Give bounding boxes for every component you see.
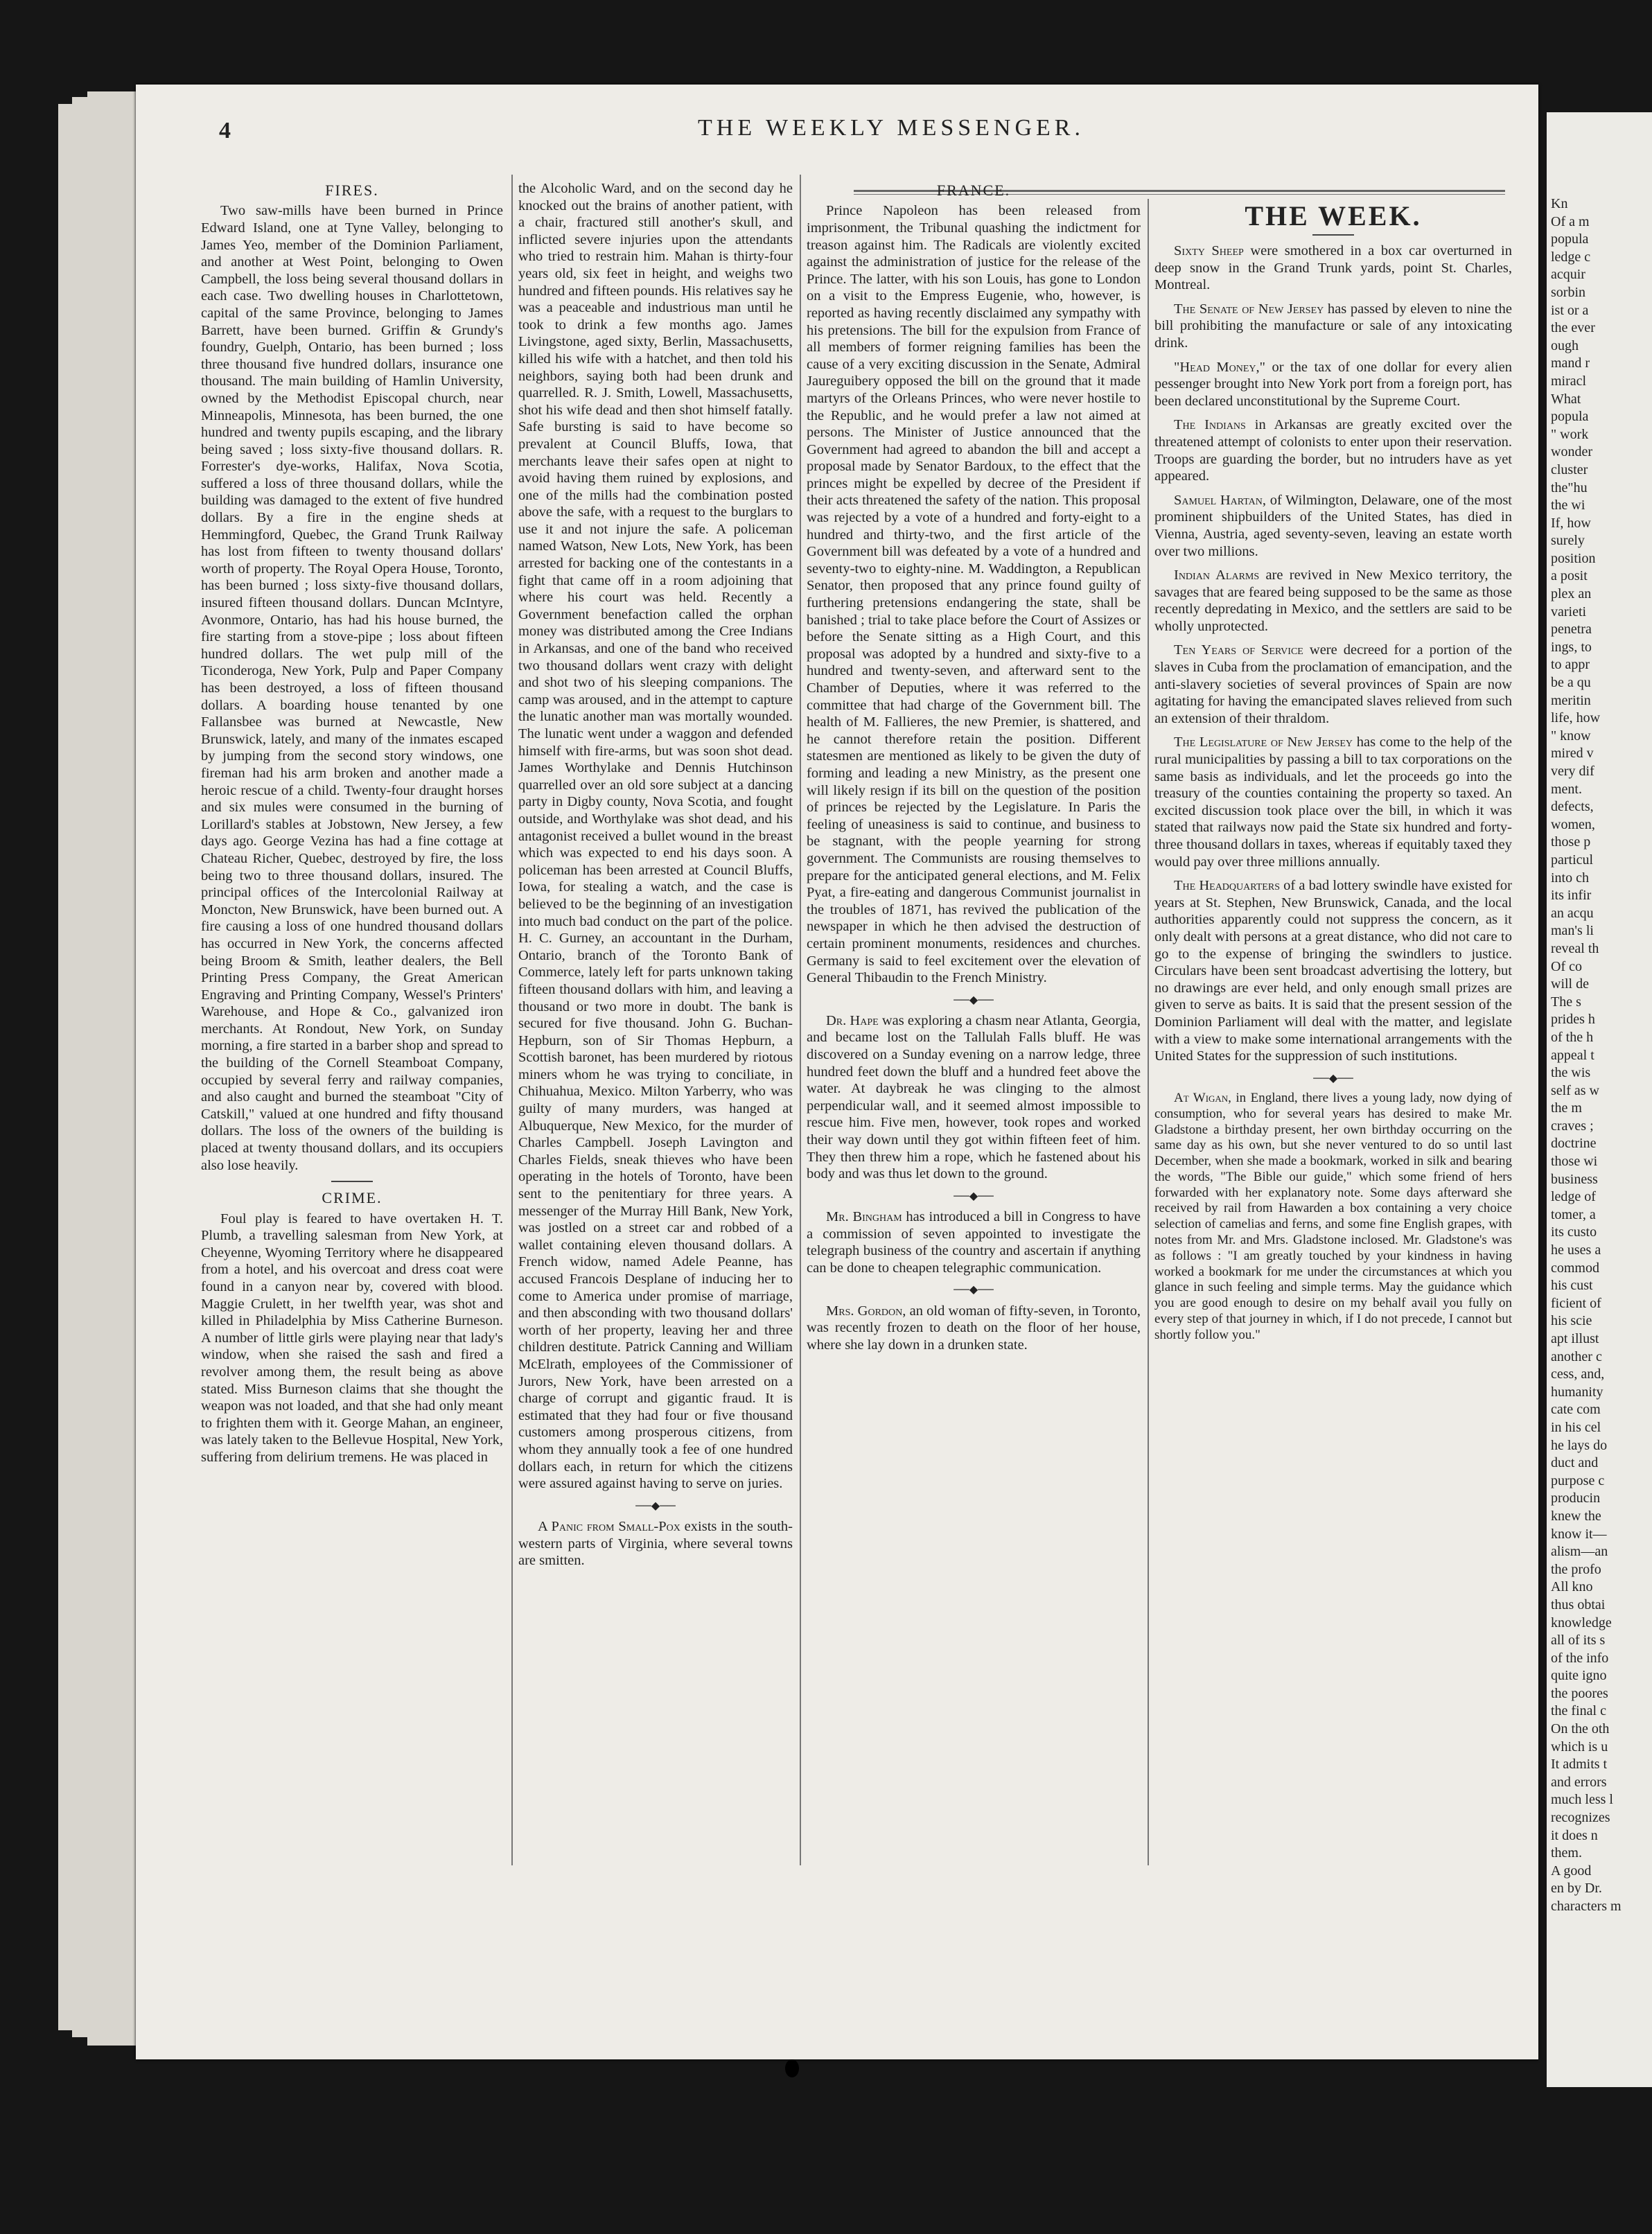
- adjacent-page-line: cluster: [1551, 461, 1588, 477]
- adjacent-page-line: defects,: [1551, 799, 1594, 815]
- adjacent-page-text: [1551, 195, 1652, 1916]
- adjacent-page-line: alism—an: [1551, 1544, 1608, 1560]
- adjacent-page-edge: [1547, 112, 1652, 2087]
- adjacent-page-line: doctrine: [1551, 1136, 1597, 1152]
- page-number: 4: [219, 118, 231, 143]
- adjacent-page-line: A good: [1551, 1863, 1592, 1879]
- indians-lead: The Indians: [1174, 417, 1246, 433]
- crime-article-continued: the Alcoholic Ward, and on the second day he knocked out the brains of another patient, with a chair, fractured still another's skull, and inflicted severe injuries upon the attendants who tried to restrain him. Mahan is thirty-four years old, six feet in height, and weighs two hundred and fifteen pounds. His relatives say he was a peaceable and industrious man until he took to drink a few months ago. James Livingstone, aged sixty, Berlin, Massachusetts, killed his wife with a hatchet, and then told his neighbors, saying both had been drunk and quarrelled. R. J. Smith, Lowell, Massachusetts, shot his wife dead and then shot himself fatally. Safe bursting is said to have become so prevalent at Council Bluffs, Iowa, that merchants leave their safes open at night to avoid having them ruined by explosions, and one of the mills had the combination posted above the safe, with a request to the burglars to use it and not injure the safe. A policeman named Watson, New Lots, New York, has been arrested for backing one of the contestants in a fight that came off in a room adjoining that where his court was held. Recently a Government benefaction called the orphan money was distributed among the Cree Indians in Arkansas, and one of the band who received two thousand dollars went crazy with delight and shot two of his sleeping companions. The camp was aroused, and in the attempt to capture the lunatic another man was mortally wounded. The lunatic went under a waggon and defended himself with fire-arms, but was soon shot dead. James Worthylake and Dennis Hutchinson quarrelled over an old sore subject at a dancing party in Digby county, Nova Scotia, and fought outside, and Worthylake was shot dead, and his antagonist received a bullet wound in the breast which was expected to end his days soon. A policeman has been arrested at Council Bluffs, Iowa, for stealing a watch, and the case is believed to be the beginning of an investigation into much bad conduct on the part of the police. H. C. Gurney, an accountant in the Durham, Ontario, branch of the Toronto Bank of Commerce, lately left for parts unknown taking fifteen thousand dollars with him, and leaving a thousand or two more in doubt. The bank is secured for five thousand. John G. Buchan-Hepburn, son of Sir Thomas Hepburn, a Scottish baronet, has been murdered by riotous miners whom he was trying to conciliate, in Chihuahua, Mexico. Milton Yarberry, who was guilty of many murders, was hanged at Albuquerque, New Mexico, for the murder of Charles Campbell. Joseph Lavington and Charles Fields, sneak thieves who have been operating in the hotels of Toronto, have been sent to the penitentiary for three years. A messenger of the Murray Hill Bank, New York, was jostled on a street car and robbed of a wallet containing eleven thousand dollars. A French widow, named Adele Peanne, has accused Francois Desplane of inducing her to come to America under promise of marriage, and then absconding with two thousand dollars' worth of her property, leaving her and three children destitute. Patrick Canning and William McElrath, employees of the Commissioner of Jurors, New York, have been arrested on a charge of corrupt and gigantic fraud. It is estimated that they had four or five thousand customers among prosperous citizens, from whom they annually took a fee of one hundred dollars each, in return for which the citizens were assured against having to serve on juries.: [518, 181, 793, 1492]
- adjacent-page-line: surely: [1551, 533, 1585, 549]
- adjacent-page-line: recognizes: [1551, 1810, 1610, 1826]
- adjacent-page-line: ficient of: [1551, 1295, 1601, 1311]
- adjacent-page-line: ist or a: [1551, 302, 1589, 318]
- adjacent-page-line: popula: [1551, 409, 1589, 425]
- sheep-item: [1154, 243, 1512, 294]
- column-rule: [511, 175, 513, 1865]
- adjacent-page-line: self as w: [1551, 1082, 1599, 1098]
- wigan-text: in England, there lives a young lady, now dying of consumption, who for several years has desired to make Mr. Gladstone a birthday present, her own birthday occurring on the same day as his own, but she never ventured to do so until last December, when she made a bookmark, worked in silk and bearing the words, "The Bible our guide," which some friend of hers forwarded with her explanatory note. Some days afterward she received by rail from Hawarden a box containing a very choice selection of camelias and ferns, and some fine English grapes, with notes from Mr. and Mrs. Gladstone inclosed. Mr. Gladstone's was as follows : "I am greatly touched by your kindness in having worked a bookmark for me under the circumstances at which you glance in such feeling and simple terms. May the guidance which you are good enough to desire on my behalf avail you fully on every step of that journey in which, if I do not precede, I cannot but shortly follow you.": [1154, 1090, 1512, 1342]
- adjacent-page-line: its custo: [1551, 1224, 1597, 1240]
- adjacent-page-line: producin: [1551, 1490, 1601, 1506]
- adjacent-page-line: the"hu: [1551, 480, 1588, 495]
- indians-text: in Arkansas are greatly excited over the threatened attempt of colonists to enter upon their reservation. Troops are guarding the border, but no intruders have as yet appeared.: [1154, 417, 1512, 484]
- adjacent-page-line: and errors: [1551, 1774, 1607, 1790]
- adjacent-page-line: know it—: [1551, 1526, 1607, 1542]
- adjacent-page-line: popula: [1551, 231, 1589, 247]
- section-heading-fires: FIRES.: [325, 182, 379, 199]
- senate-item: [1154, 301, 1512, 352]
- section-divider: [1312, 234, 1354, 236]
- adjacent-page-line: his scie: [1551, 1313, 1592, 1329]
- adjacent-page-line: them.: [1551, 1845, 1582, 1861]
- adjacent-page-line: The s: [1551, 994, 1581, 1010]
- service-text: were decreed for a portion of the slaves in Cuba from the proclamation of emancipation, and the anti-slavery societies of several provinces of Spain are now agitating for having the emancipated slaves relieved from such an extension of their thraldom.: [1154, 642, 1512, 726]
- head-money-lead: "Head Money,": [1174, 359, 1265, 375]
- senate-lead: The Senate of New Jersey: [1174, 301, 1324, 317]
- lottery-item: [1154, 877, 1512, 1065]
- smallpox-text: exists in the south-western parts of Virginia, where several towns are smitten.: [518, 1518, 793, 1569]
- lottery-lead: The Headquarters: [1174, 878, 1280, 894]
- smallpox-lead: A Panic from Small-Pox: [538, 1518, 680, 1534]
- adjacent-page-line: purpose c: [1551, 1472, 1605, 1488]
- adjacent-page-line: On the oth: [1551, 1721, 1610, 1737]
- sheep-text: were smothered in a box car overturned in deep snow in the Grand Trunk yards, point St. Charles, Montreal.: [1154, 243, 1512, 293]
- adjacent-page-line: reveal th: [1551, 940, 1599, 956]
- adjacent-page-line: particul: [1551, 852, 1594, 868]
- adjacent-page-line: " know: [1551, 728, 1591, 744]
- adjacent-page-line: an acqu: [1551, 905, 1594, 921]
- column-2: [518, 180, 793, 1576]
- adjacent-page-line: ough: [1551, 337, 1579, 353]
- adjacent-page-line: duct and: [1551, 1455, 1599, 1471]
- adjacent-page-line: knowledge: [1551, 1615, 1612, 1630]
- gordon-lead: Mrs. Gordon,: [826, 1303, 906, 1319]
- adjacent-page-line: meritin: [1551, 692, 1591, 708]
- gordon-text: an old woman of fifty-seven, in Toronto, was recently frozen to death on the floor of her house, where she lay down in a drunken state.: [807, 1303, 1141, 1353]
- ornament-divider: ──◆──: [954, 1190, 994, 1202]
- indian-alarms-item: [1154, 567, 1512, 635]
- bingham-item: [807, 1208, 1141, 1276]
- masthead: THE WEEKLY MESSENGER.: [698, 115, 1084, 141]
- adjacent-page-line: it does n: [1551, 1827, 1598, 1843]
- legislature-text: has come to the help of the rural municipalities by passing a bill to tax corporations on the same basis as individuals, and let the proceeds go into the treasury of the counties containing the property so taxed. An excited discussion took place over the bill, in which it was stated that railways now paid the State six hundred and forty-three thousand dollars in taxes, whereas if equitably taxed they would pay over three millions annually.: [1154, 735, 1512, 870]
- adjacent-page-line: craves ;: [1551, 1118, 1594, 1134]
- adjacent-page-line: life, how: [1551, 710, 1601, 726]
- adjacent-page-line: the profo: [1551, 1561, 1601, 1577]
- adjacent-page-line: women,: [1551, 816, 1595, 832]
- adjacent-page-line: be a qu: [1551, 675, 1591, 691]
- indians-item: [1154, 416, 1512, 484]
- fires-article: Two saw-mills have been burned in Prince Edward Island, one at Tyne Valley, belonging to James Yeo, member of the Dominion Parliament, and another at West Point, belonging to Owen Campbell, the loss being several thousand dollars in each case. Two dwelling houses in Charlottetown, capital of the same Province, belonging to James Barrett, have been burned. Griffin & Grundy's foundry, Guelph, Ontario, has been burned ; loss three thousand five hundred dollars, insurance one thousand. The main building of Hamlin University, owned by the Methodist Episcopal church, near Minneapolis, Minnesota, has been burned, the one hundred and twenty pupils escaping, and the library being saved ; loss sixty-five thousand dollars. R. Forrester's dye-works, Halifax, Nova Scotia, suffered a loss of three thousand dollars, while the building was damaged to the extent of five hundred dollars. By a fire in the engine sheds at Hemmingford, Quebec, the Grand Trunk Railway has lost from fifteen to twenty thousand dollars' worth of property. The Royal Opera House, Toronto, has been burned ; loss sixty-five thousand dollars, insured fifteen thousand dollars. Duncan McIntyre, Avonmore, Ontario, has had his house burned, the fire starting from a stove-pipe ; loss about fifteen hundred dollars. The wet pulp mill of the Ticonderoga, New York, Pulp and Paper Company has been destroyed, a loss of fifteen thousand dollars. A boarding house tenanted by one Fallansbee was burned at Newcastle, New Brunswick, lately, and many of the inmates escaped by jumping from the second story windows, one fireman had his arm broken and another made a heroic rescue of a child. Twenty-four draught horses and six mules were consumed in the burning of Lorillard's stables at Jobstown, New Jersey, a few days ago. George Vezina has had a fine cottage at Chateau Richer, Quebec, destroyed by fire, the loss being two to three thousand dollars, insured. The principal offices of the Intercolonial Railway at Moncton, New Brunswick, have been burned out. A fire causing a loss of one hundred thousand dollars has occurred in New York, the concerns affected being Broom & Smith, leather dealers, the Bell Printing Press Company, the Great American Engraving and Printing Company, Wessel's Printers' Warehouse, and Hope & Co., galvanized iron merchants. At Rondout, New York, on Sunday morning, a fire started in a barber shop and spread to the building of the Cornell Steamboat Company, occupied by several ferry and railway companies, and also caught and burned the steamboat "City of Catskill," valued at one hundred and fifty thousand dollars. The loss of the owners of the building is placed at twenty thousand dollars, and its occupiers also lose heavily.: [201, 203, 503, 1173]
- smallpox-item: [518, 1518, 793, 1569]
- hartan-lead: Samuel Hartan,: [1174, 492, 1267, 508]
- adjacent-page-line: the wis: [1551, 1065, 1591, 1081]
- adjacent-page-line: position: [1551, 550, 1596, 566]
- adjacent-page-line: ings, to: [1551, 639, 1592, 655]
- france-article: Prince Napoleon has been released from imprisonment, the Tribunal quashing the indictment for treason against him. The Radicals are violently excited against the administration of justice for the release of the Prince. The latter, with his son Louis, has gone to London on a visit to the Empress Eugenie, who, however, is reported as having recently disclaimed any sympathy with his pretensions. The bill for the expulsion from France of all members of former reigning families has been the cause of a very exciting discussion in the Senate, Admiral Jaureguibery opposed the bill on the ground that it made martyrs of the Orleans Princes, who were never hostile to the Republic, and he would prefer a law not aimed at persons. The Minister of Justice announced that the Government had agreed to abandon the bill and accept a proposal made by Senator Bardoux, to the effect that the princes might be expelled by decree of the President if their acts threatened the safety of the nation. This proposal was rejected by a vote of a hundred and forty-eight to a hundred and thirty-two, and the first article of the Government bill was defeated by a vote of a hundred and seventy-two to eighty-nine. M. Waddington, a Republican Senator, then proposed that any prince found guilty of furthering pretensions endangering the state, shall be banished ; trial to take place before the Court of Assizes or before the Senate sitting as a High Court, and this proposal was adopted by a hundred and sixty-five to a hundred and twenty-seven, and afterward sent to the Chamber of Deputies, where it was referred to the committee that had charge of the Government bill. The health of M. Fallieres, the new Premier, is shattered, and he cannot therefore retain the position. Different statesmen are mentioned as likely to be given the duty of forming and leading a new Ministry, as the present one will likely resign if its bill on the question of the position of princes be rejected by the Legislature. In Paris the feeling of uneasiness is said to continue, and business to be stagnant, with the people yearning for strong government. The Communists are rousing themselves to prepare for the anticipated general elections, and M. Felix Pyat, a fire-eating and dangerous Communist journalist in the troubles of 1871, has revived the publication of the newspaper in which he then advised the destruction of certain prominent monuments, residences and churches. Germany is said to feel excitement over the elevation of General Thibaudin to the French Ministry.: [807, 203, 1141, 986]
- bingham-text: has introduced a bill in Congress to have a commission of seven appointed to investigate the telegraph business of the country and ascertain if anything can be done to cheapen telegraphic communication.: [807, 1209, 1141, 1276]
- senate-text: has passed by eleven to nine the bill prohibiting the manufacture or sale of any intoxicating drink.: [1154, 301, 1512, 351]
- newspaper-page: [136, 85, 1538, 2059]
- lottery-text: of a bad lottery swindle have existed for years at St. Stephen, New Brunswick, Canada, and the local authorities apparently could not suppress the concern, as it only dealt with persons at a great distance, who did not care to go to the expense of bringing the swindlers to justice. Circulars have been sent broadcast advertising the lottery, but no drawings are ever held, and only enough small prizes are given to serve as baits. It is said that the present session of the Dominion Parliament will deal with the matter, and legislate with a view to make some international arrangements with the United States for the suppression of such institutions.: [1154, 878, 1512, 1064]
- section-heading-the-week: THE WEEK.: [1245, 200, 1422, 231]
- adjacent-page-line: acquir: [1551, 267, 1585, 283]
- adjacent-page-line: Kn: [1551, 196, 1568, 211]
- column-1: [201, 180, 503, 1473]
- adjacent-page-line: of the info: [1551, 1650, 1609, 1666]
- adjacent-page-line: its infir: [1551, 888, 1592, 904]
- wigan-item: [1154, 1091, 1512, 1344]
- adjacent-page-line: his cust: [1551, 1278, 1593, 1294]
- sheep-lead: Sixty Sheep: [1174, 243, 1244, 258]
- adjacent-page-line: ledge c: [1551, 249, 1591, 265]
- adjacent-page-line: a posit: [1551, 568, 1588, 584]
- hartan-text: of Wilmington, Delaware, one of the most prominent shipbuilders of the United States, has died in Vienna, Austria, aged seventy-seven, leaving an estate worth over two millions.: [1154, 492, 1512, 559]
- adjacent-page-line: quite igno: [1551, 1668, 1607, 1684]
- wigan-lead: At Wigan,: [1174, 1090, 1231, 1105]
- column-4: [1154, 195, 1512, 1351]
- crime-article: Foul play is feared to have overtaken H. T. Plumb, a travelling salesman from New York, at Cheyenne, Wyoming Territory where he disappeared from a hotel, and his overcoat and dress coat were found in a canyon near by, covered with blood. Maggie Crulett, in her twelfth year, was shot and killed in Philadelphia by Miss Catherine Burneson. A number of little girls were playing near that lady's window, when she raised the sash and fired a revolver among them, the result being as above stated. Miss Burneson claims that she thought the weapon was not loaded, and that she had only meant to frighten them with it. George Mahan, an engineer, was lately taken to the Bellevue Hospital, New York, suffering from delirium tremens. He was placed in: [201, 1211, 503, 1465]
- adjacent-page-line: to appr: [1551, 657, 1590, 673]
- bingham-lead: Mr. Bingham: [826, 1209, 902, 1225]
- adjacent-page-line: another c: [1551, 1348, 1602, 1364]
- adjacent-page-line: commod: [1551, 1260, 1599, 1276]
- adjacent-page-line: which is u: [1551, 1739, 1608, 1754]
- adjacent-page-line: humanity: [1551, 1384, 1603, 1400]
- adjacent-page-line: very dif: [1551, 764, 1594, 779]
- adjacent-page-line: thus obtai: [1551, 1597, 1606, 1612]
- adjacent-page-line: appeal t: [1551, 1047, 1594, 1063]
- adjacent-page-line: prides h: [1551, 1012, 1595, 1028]
- adjacent-page-line: en by Dr.: [1551, 1881, 1602, 1897]
- adjacent-page-line: apt illust: [1551, 1331, 1599, 1346]
- adjacent-page-line: penetra: [1551, 622, 1592, 637]
- column-rule: [1148, 199, 1149, 1865]
- section-heading-crime: CRIME.: [322, 1189, 383, 1207]
- adjacent-page-line: What: [1551, 391, 1581, 407]
- adjacent-page-line: Of a m: [1551, 213, 1590, 229]
- adjacent-page-line: the poores: [1551, 1685, 1608, 1701]
- adjacent-page-line: business: [1551, 1171, 1598, 1187]
- adjacent-page-line: mired v: [1551, 746, 1594, 762]
- adjacent-page-line: plex an: [1551, 586, 1592, 602]
- adjacent-page-line: much less l: [1551, 1792, 1613, 1808]
- adjacent-page-line: will de: [1551, 976, 1589, 992]
- adjacent-page-line: of the h: [1551, 1029, 1594, 1045]
- column-3: [807, 180, 1141, 1360]
- adjacent-page-line: the m: [1551, 1100, 1582, 1116]
- adjacent-page-line: sorbin: [1551, 284, 1585, 300]
- legislature-item: [1154, 734, 1512, 870]
- section-divider: [331, 1181, 373, 1182]
- service-lead: Ten Years of Service: [1174, 642, 1303, 658]
- service-item: [1154, 642, 1512, 727]
- adjacent-page-line: all of its s: [1551, 1633, 1606, 1648]
- adjacent-page-line: characters m: [1551, 1899, 1622, 1914]
- adjacent-page-line: the ever: [1551, 320, 1595, 336]
- adjacent-page-line: man's li: [1551, 923, 1594, 939]
- adjacent-page-line: All kno: [1551, 1579, 1593, 1595]
- ornament-divider: ──◆──: [1313, 1072, 1353, 1084]
- hape-text: was exploring a chasm near Atlanta, Georgia, and became lost on the Tallulah Falls bluff. He was discovered on a Sunday evening on a narrow ledge, three hundred feet down the bluff and a hundred feet above the water. At daybreak he was clinging to the almost perpendicular wall, and it seemed almost impossible to rescue him. Five men, however, took ropes and worked their way down until they got within fifteen feet of him. They then threw him a rope, which he fastened about his body and was thus let down to the ground.: [807, 1012, 1141, 1182]
- adjacent-page-line: varieti: [1551, 604, 1587, 619]
- adjacent-page-line: " work: [1551, 426, 1589, 442]
- adjacent-page-line: he uses a: [1551, 1242, 1601, 1258]
- legislature-lead: The Legislature of New Jersey: [1174, 735, 1353, 750]
- page-stack-edge: [87, 91, 141, 2046]
- section-heading-france: FRANCE.: [936, 182, 1011, 199]
- ornament-divider: ──◆──: [954, 994, 994, 1006]
- ornament-divider: ──◆──: [954, 1284, 994, 1296]
- adjacent-page-line: Of co: [1551, 958, 1582, 974]
- adjacent-page-line: the wi: [1551, 498, 1585, 513]
- adjacent-page-line: It admits t: [1551, 1757, 1608, 1773]
- adjacent-page-line: the final c: [1551, 1703, 1606, 1719]
- adjacent-page-line: those wi: [1551, 1154, 1598, 1170]
- hape-item: [807, 1012, 1141, 1183]
- adjacent-page-line: tomer, a: [1551, 1206, 1596, 1222]
- adjacent-page-line: cess, and,: [1551, 1366, 1605, 1382]
- adjacent-page-line: miracl: [1551, 373, 1587, 389]
- adjacent-page-line: If, how: [1551, 515, 1591, 531]
- adjacent-page-line: in his cel: [1551, 1419, 1601, 1435]
- adjacent-page-line: cate com: [1551, 1402, 1601, 1418]
- ink-blot: [785, 2059, 799, 2077]
- column-rule: [800, 175, 801, 1865]
- hape-lead: Dr. Hape: [826, 1012, 879, 1028]
- hartan-item: [1154, 492, 1512, 560]
- indian-alarms-text: are revived in New Mexico territory, the savages that are feared being supposed to be the same as those recently depredating in Mexico, and the settlers are said to be wholly unprotected.: [1154, 568, 1512, 634]
- adjacent-page-line: into ch: [1551, 870, 1589, 886]
- indian-alarms-lead: Indian Alarms: [1174, 568, 1260, 583]
- ornament-divider: ──◆──: [635, 1499, 676, 1512]
- adjacent-page-line: those p: [1551, 834, 1591, 850]
- adjacent-page-line: ment.: [1551, 781, 1582, 797]
- adjacent-page-line: wonder: [1551, 444, 1592, 460]
- adjacent-page-line: mand r: [1551, 355, 1590, 371]
- gordon-item: [807, 1303, 1141, 1354]
- head-money-item: [1154, 359, 1512, 410]
- adjacent-page-line: ledge of: [1551, 1189, 1596, 1205]
- adjacent-page-line: knew the: [1551, 1508, 1601, 1524]
- adjacent-page-line: he lays do: [1551, 1437, 1608, 1453]
- head-money-text: or the tax of one dollar for every alien pessenger brought into New York port from a foreign port, has been declared unconstitutional by the Supreme Court.: [1154, 359, 1512, 409]
